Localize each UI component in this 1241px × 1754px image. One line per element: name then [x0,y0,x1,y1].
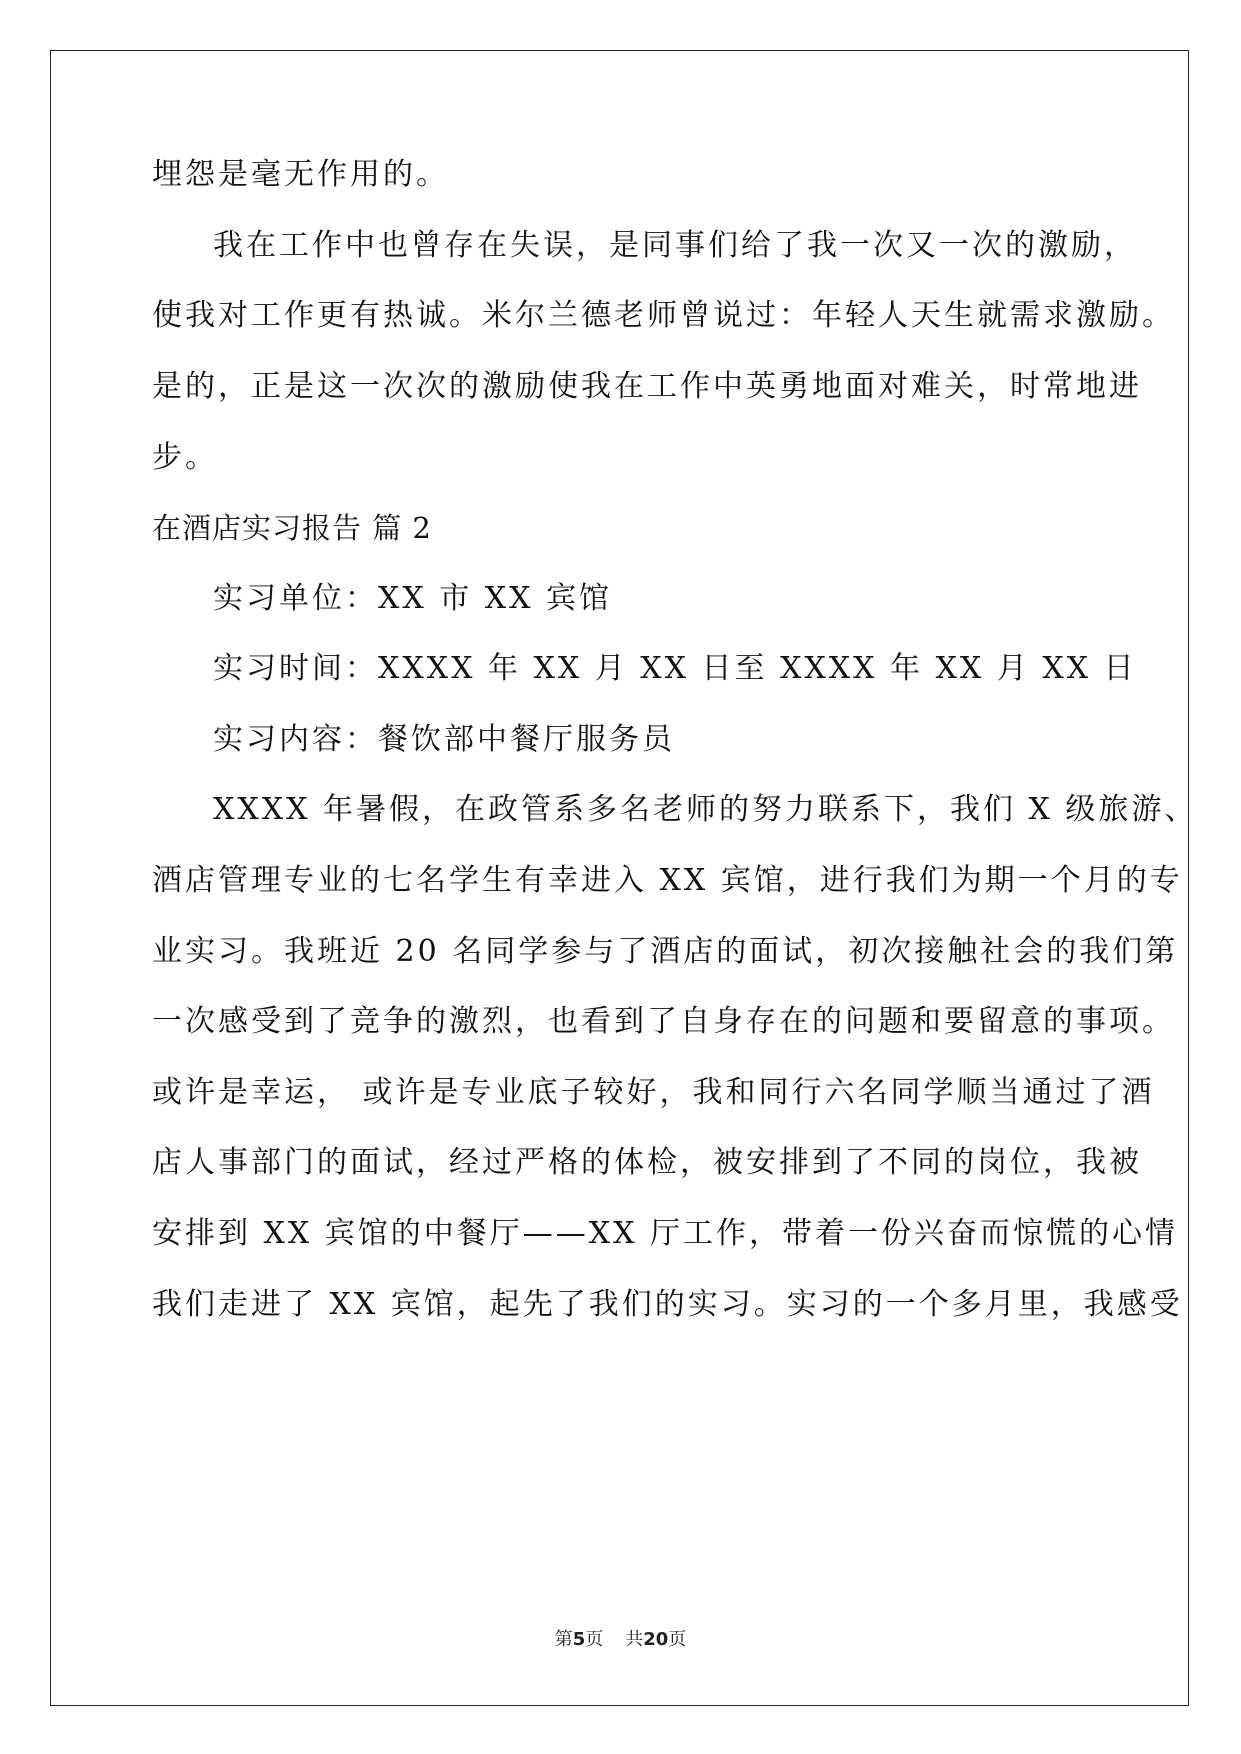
text-line: 我们走进了 XX 宾馆，起先了我们的实习。实习的一个多月里，我感受 [152,1287,1183,1322]
text-line: 实习内容：餐饮部中餐厅服务员 [213,722,675,757]
text-line: 我在工作中也曾存在失误，是同事们给了我一次又一次的激励， [213,228,1137,263]
text-line: 实习单位：XX 市 XX 宾馆 [213,581,613,616]
section-heading: 在酒店实习报告 篇 2 [152,511,432,545]
footer-prefix: 第 [554,1629,573,1650]
total-pages-number: 20 [643,1629,669,1650]
footer-total-suffix: 页 [668,1629,687,1650]
text-line: 使我对工作更有热诚。米尔兰德老师曾说过：年轻人天生就需求激励。 [152,298,1175,333]
text-line: 酒店管理专业的七名学生有幸进入 XX 宾馆，进行我们为期一个月的专 [152,863,1183,898]
current-page-number: 5 [572,1629,586,1650]
text-line: 步。 [152,440,218,475]
footer-total-prefix: 共 [625,1629,644,1650]
text-line: 埋怨是毫无作用的。 [152,157,449,192]
text-line: 店人事部门的面试，经过严格的体检，被安排到了不同的岗位，我被 [152,1145,1142,1180]
text-line: XXXX 年暑假，在政管系多名老师的努力联系下，我们 X 级旅游、 [213,792,1198,827]
text-line: 实习时间：XXXX 年 XX 月 XX 日至 XXXX 年 XX 月 XX 日 [213,651,1137,686]
text-line: 一次感受到了竞争的激烈，也看到了自身存在的问题和要留意的事项。 [152,1004,1175,1039]
text-line: 是的，正是这一次次的激励使我在工作中英勇地面对难关，时常地进 [152,369,1142,404]
page-footer [0,1628,1241,1652]
text-line: 或许是幸运， 或许是专业底子较好，我和同行六名同学顺当通过了酒 [152,1075,1155,1110]
text-line: 安排到 XX 宾馆的中餐厅——XX 厅工作，带着一份兴奋而惊慌的心情 [152,1216,1179,1251]
text-line: 业实习。我班近 20 名同学参与了酒店的面试，初次接触社会的我们第 [152,934,1179,969]
footer-page-word: 页 [585,1629,604,1650]
